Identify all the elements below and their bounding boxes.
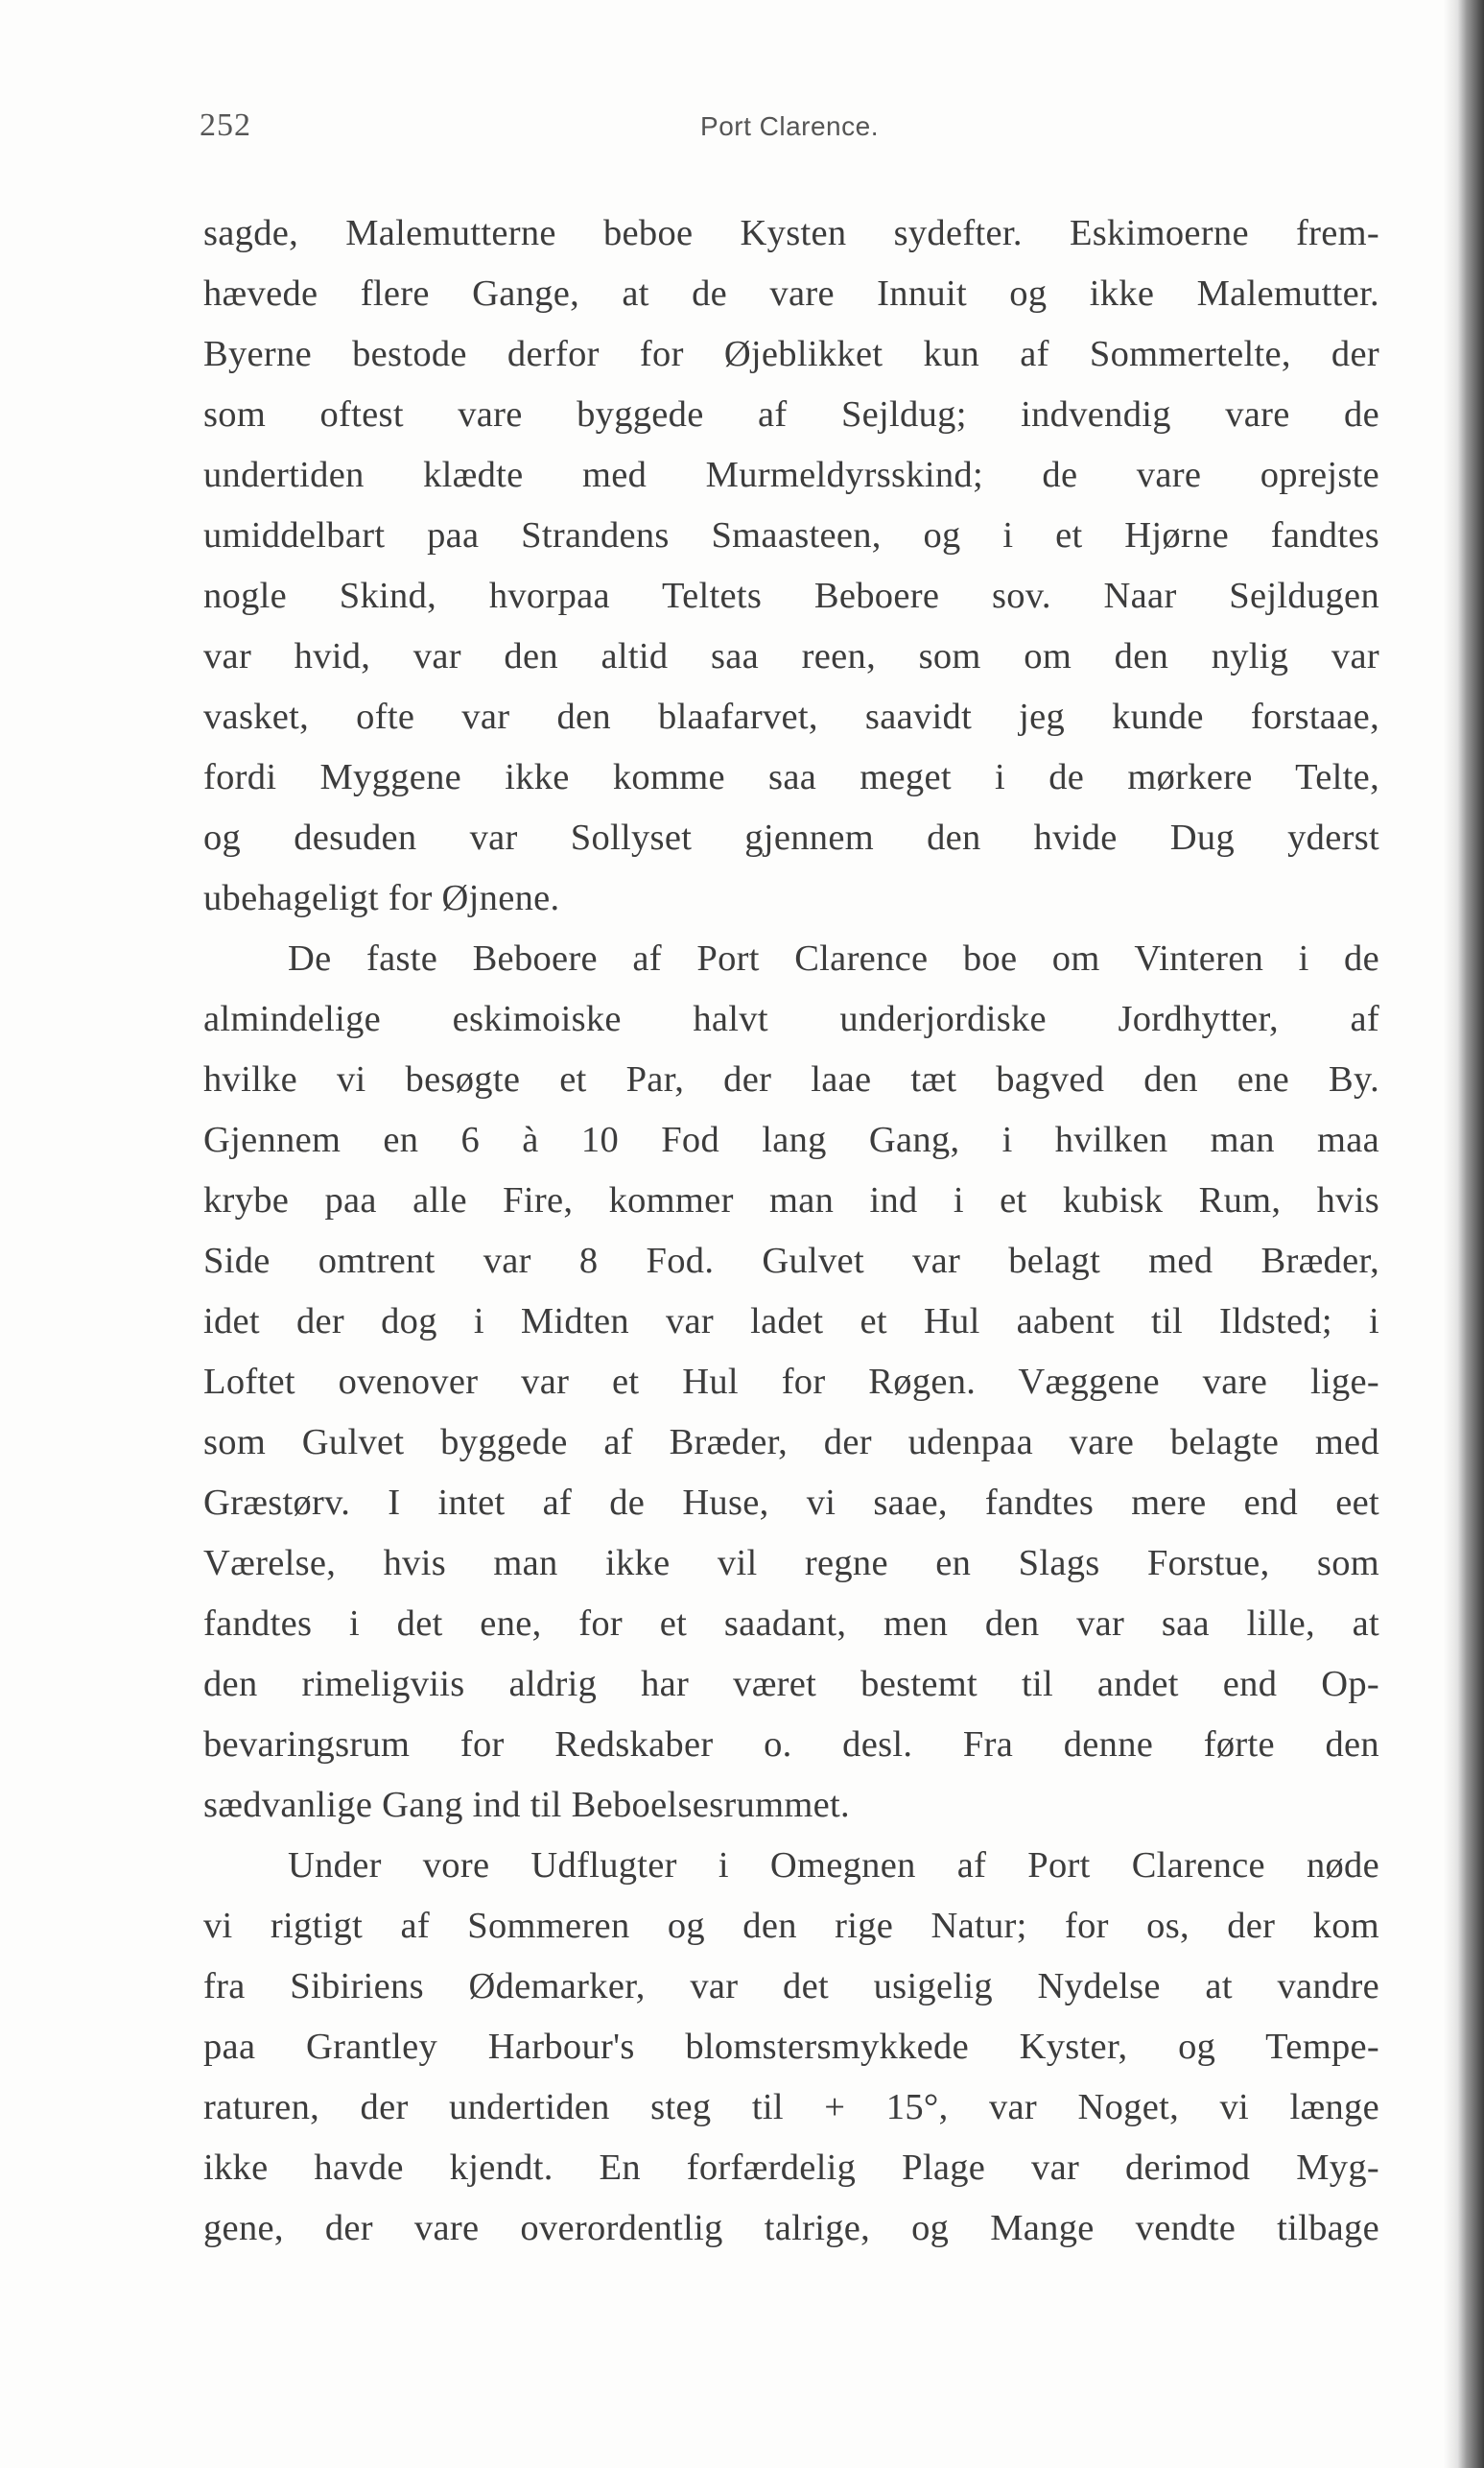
text-line: Side omtrent var 8 Fod. Gulvet var belagt med Bræder, [203,1241,1379,1281]
text-line: gene, der vare overordentlig talrige, og Mange vendte tilbage [203,2208,1379,2248]
text-line: som oftest vare byggede af Sejldug; indvendig vare de [203,394,1379,435]
text-line: Græstørv. I intet af de Huse, vi saae, fandtes mere end eet [203,1483,1379,1523]
text-line: almindelige eskimoiske halvt underjordiske Jordhytter, af [203,999,1379,1039]
text-line: Loftet ovenover var et Hul for Røgen. Væggene vare lige- [203,1362,1379,1402]
text-line: vi rigtigt af Sommeren og den rige Natur; for os, der kom [203,1906,1379,1946]
text-line: som Gulvet byggede af Bræder, der udenpaa vare belagte med [203,1422,1379,1462]
text-line: bevaringsrum for Redskaber o. desl. Fra denne førte den [203,1724,1379,1765]
text-line: krybe paa alle Fire, kommer man ind i et kubisk Rum, hvis [203,1180,1379,1221]
text-line: fra Sibiriens Ødemarker, var det usigelig Nydelse at vandre [203,1966,1379,2006]
body-text [203,203,1379,2259]
text-line: sædvanlige Gang ind til Beboelsesrummet. [203,1785,850,1825]
text-line: fandtes i det ene, for et saadant, men den var saa lille, at [203,1603,1379,1644]
scan-edge [1457,0,1484,2468]
running-head: Port Clarence. [700,111,879,141]
text-line: hvilke vi besøgte et Par, der laae tæt bagved den ene By. [203,1059,1379,1100]
text-line: Gjennem en 6 à 10 Fod lang Gang, i hvilken man maa [203,1120,1379,1160]
text-line: Værelse, hvis man ikke vil regne en Slags Forstue, som [203,1543,1379,1583]
scan-shadow [1444,0,1457,2468]
page-number: 252 [200,107,251,143]
text-line: raturen, der undertiden steg til + 15°, var Noget, vi længe [203,2087,1379,2127]
text-line: og desuden var Sollyset gjennem den hvide Dug yderst [203,818,1379,858]
text-line: undertiden klædte med Murmeldyrsskind; de vare oprejste [203,455,1379,495]
text-line: paa Grantley Harbour's blomstersmykkede Kyster, og Tempe- [203,2027,1379,2067]
text-line: Byerne bestode derfor for Øjeblikket kun af Sommertelte, der [203,334,1379,374]
text-line: idet der dog i Midten var ladet et Hul aabent til Ildsted; i [203,1301,1379,1341]
text-line: den rimeligviis aldrig har været bestemt til andet end Op- [203,1664,1379,1704]
text-line: ikke havde kjendt. En forfærdelig Plage var derimod Myg- [203,2148,1379,2188]
text-line: hævede flere Gange, at de vare Innuit og ikke Malemutter. [203,273,1379,314]
text-line: sagde, Malemutterne beboe Kysten sydefter. Eskimoerne frem- [203,213,1379,253]
text-line: nogle Skind, hvorpaa Teltets Beboere sov. Naar Sejldugen [203,576,1379,616]
text-line: Under vore Udflugter i Omegnen af Port Clarence nøde [288,1845,1379,1886]
text-line: var hvid, var den altid saa reen, som om den nylig var [203,636,1379,676]
text-line: ubehageligt for Øjnene. [203,878,560,918]
text-line: fordi Myggene ikke komme saa meget i de mørkere Telte, [203,757,1379,797]
text-line: De faste Beboere af Port Clarence boe om Vinteren i de [288,938,1379,979]
page-header [200,107,1379,155]
text-line: vasket, ofte var den blaafarvet, saavidt jeg kunde forstaae, [203,697,1379,737]
text-line: umiddelbart paa Strandens Smaasteen, og i et Hjørne fandtes [203,515,1379,556]
